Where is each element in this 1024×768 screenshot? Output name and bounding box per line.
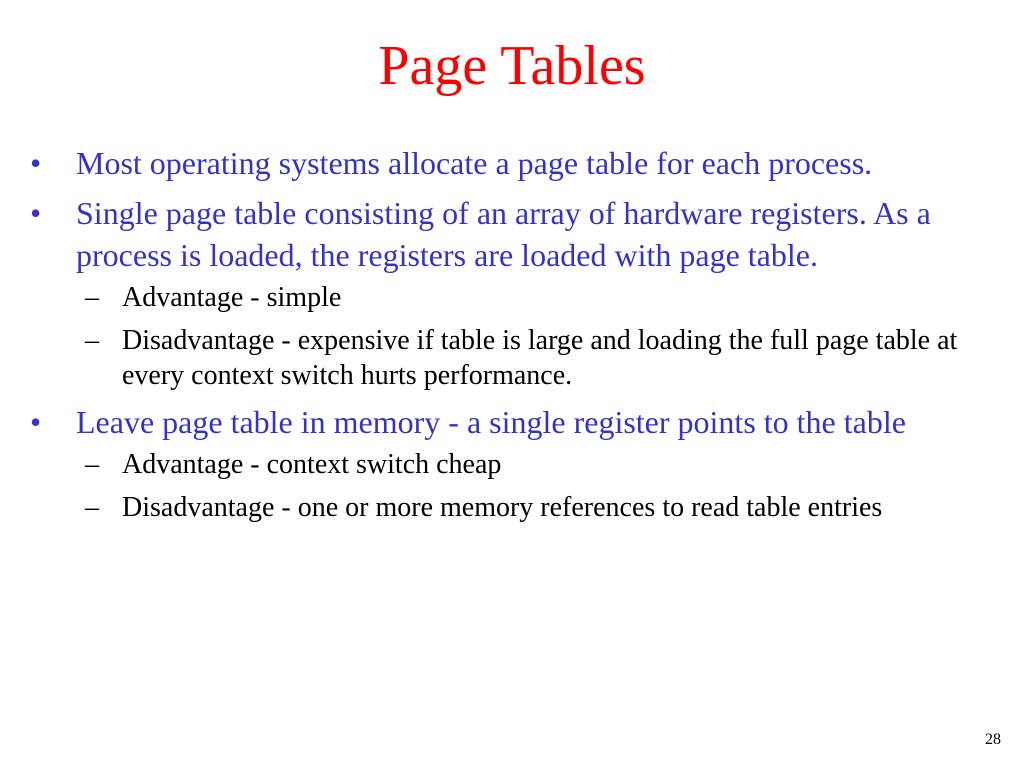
sub-bullet-item (76, 490, 1005, 525)
sub-bullet-marker: – (85, 325, 99, 356)
sub-bullet-item (76, 280, 1005, 315)
sub-bullet-text: Advantage - simple (122, 282, 342, 313)
bullet-marker: • (30, 145, 42, 181)
sub-bullet-text: Disadvantage - expensive if table is large and loading the full page table at every context switch hurts performance. (122, 325, 958, 391)
bullet-item (30, 401, 1005, 525)
sub-bullet-text: Disadvantage - one or more memory references to read table entries (122, 492, 883, 523)
sub-bullet-item (76, 447, 1005, 482)
sub-bullet-item (76, 323, 1005, 393)
bullet-item (30, 192, 1005, 393)
sub-bullet-marker: – (85, 282, 99, 313)
sub-bullet-text: Advantage - context switch cheap (122, 449, 502, 480)
sub-bullet-marker: – (85, 449, 99, 480)
sub-bullet-marker: – (85, 492, 99, 523)
bullet-marker: • (30, 195, 42, 231)
bullet-list (30, 142, 1005, 533)
sub-bullet-list (76, 280, 1005, 393)
sub-bullet-list (76, 447, 1005, 525)
bullet-text: Leave page table in memory - a single register points to the table (76, 404, 906, 440)
bullet-item (30, 142, 1005, 184)
slide-title: Page Tables (378, 35, 646, 97)
bullet-text: Single page table consisting of an array of hardware registers. As a process is loaded, the registers are loaded with page table. (76, 195, 931, 273)
bullet-text: Most operating systems allocate a page table for each process. (76, 145, 873, 181)
bullet-marker: • (30, 404, 42, 440)
page-number: 28 (985, 731, 1001, 748)
